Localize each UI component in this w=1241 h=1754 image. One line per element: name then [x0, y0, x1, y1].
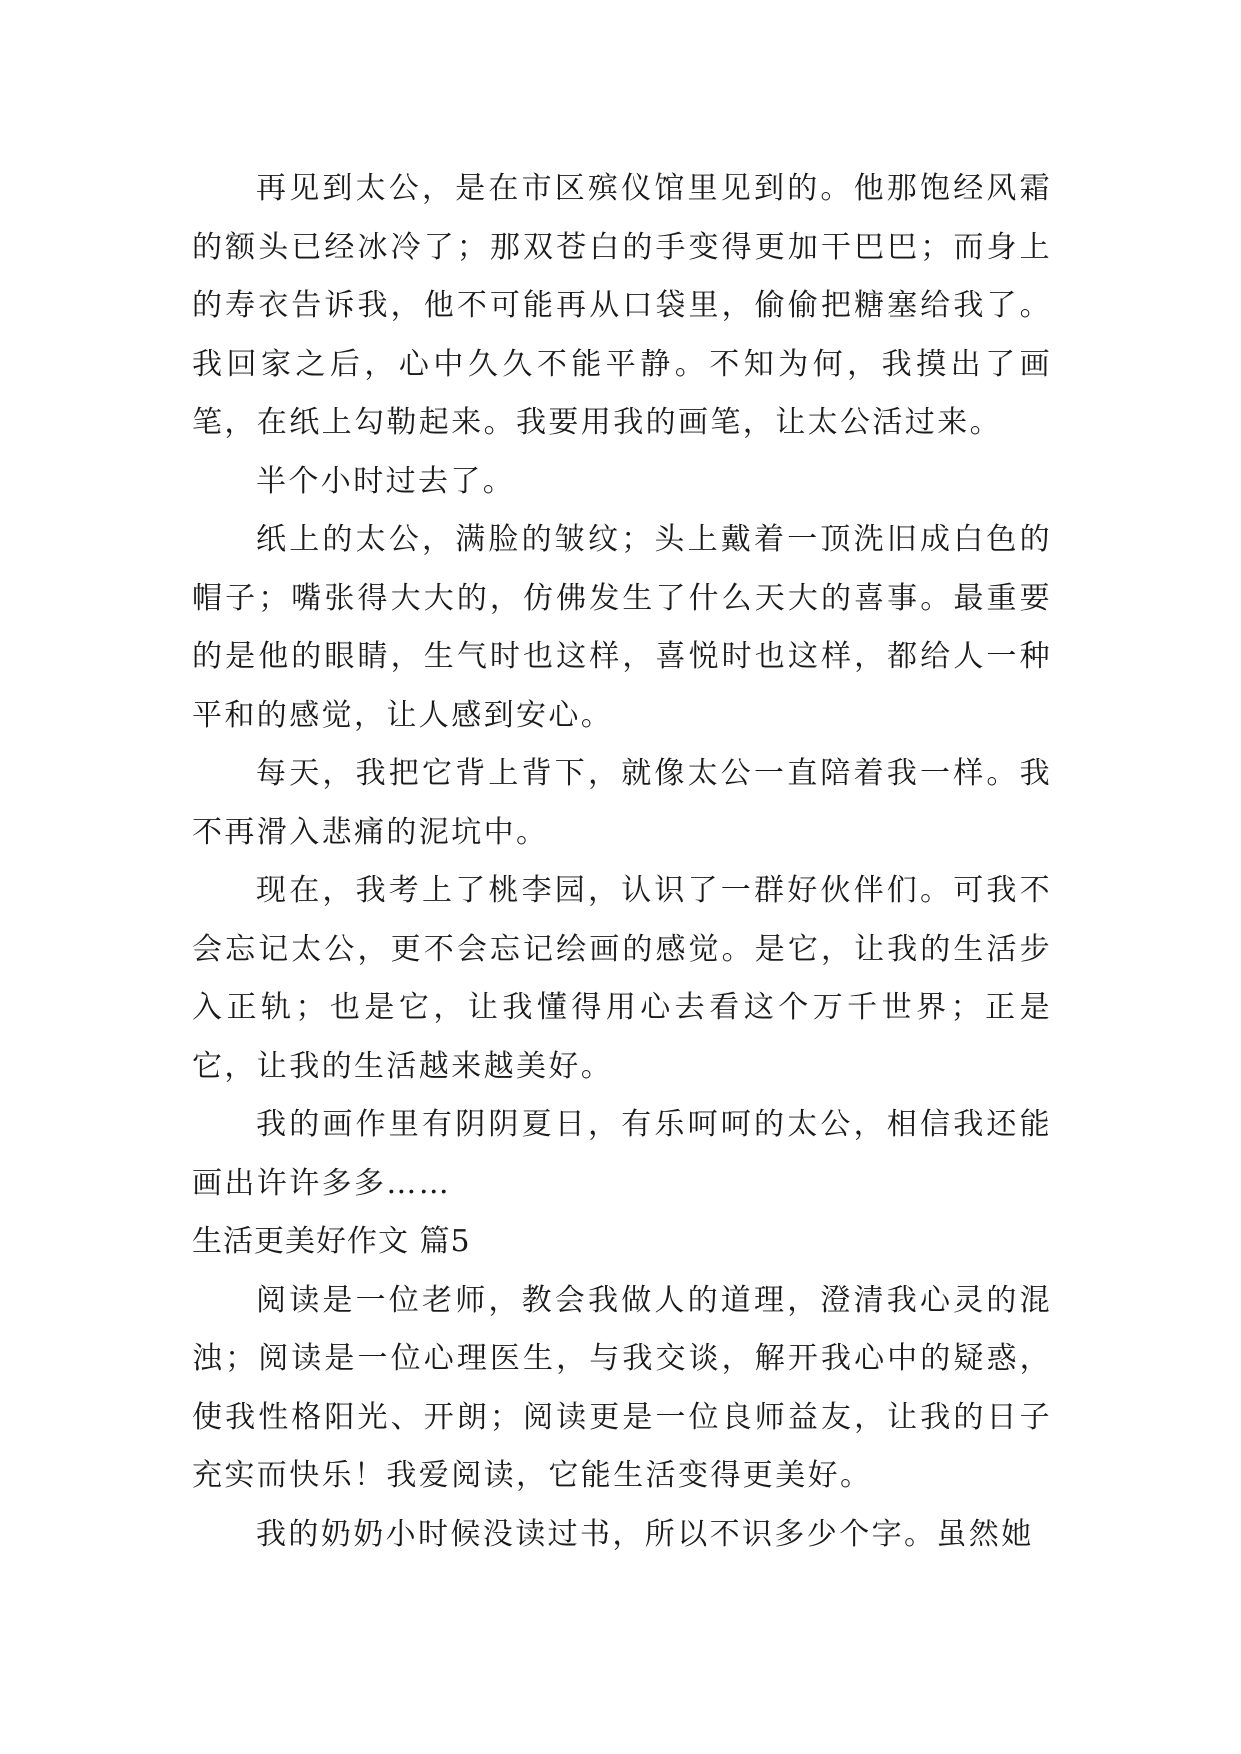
- paragraph-5: 现在，我考上了桃李园，认识了一群好伙伴们。可我不会忘记太公，更不会忘记绘画的感觉。是它，让我的生活步入正轨；也是它，让我懂得用心去看这个万千世界；正是它，让我的生活越来越美好。: [192, 873, 1052, 1084]
- paragraph-4: 每天，我把它背上背下，就像太公一直陪着我一样。我不再滑入悲痛的泥坑中。: [192, 756, 1052, 850]
- paragraph-1: 再见到太公，是在市区殡仪馆里见到的。他那饱经风霜的额头已经冰冷了；那双苍白的手变得更加干巴巴；而身上的寿衣告诉我，他不可能再从口袋里，偷偷把糖塞给我了。我回家之后，心中久久不能平静。不知为何，我摸出了画笔，在纸上勾勒起来。我要用我的画笔，让太公活过来。: [192, 171, 1052, 440]
- section-heading: 生活更美好作文 篇5: [192, 1224, 471, 1259]
- paragraph-7: 阅读是一位老师，教会我做人的道理，澄清我心灵的混浊；阅读是一位心理医生，与我交谈，解开我心中的疑惑，使我性格阳光、开朗；阅读更是一位良师益友，让我的日子充实而快乐！我爱阅读，它能生活变得更美好。: [192, 1282, 1052, 1493]
- paragraph-6: 我的画作里有阴阴夏日，有乐呵呵的太公，相信我还能画出许许多多……: [192, 1107, 1052, 1201]
- paragraph-3: 纸上的太公，满脸的皱纹；头上戴着一顶洗旧成白色的帽子；嘴张得大大的，仿佛发生了什么天大的喜事。最重要的是他的眼睛，生气时也这样，喜悦时也这样，都给人一种平和的感觉，让人感到安心。: [192, 522, 1052, 733]
- paragraph-8: 我的奶奶小时候没读过书，所以不识多少个字。虽然她: [256, 1516, 1034, 1552]
- document-body: [192, 160, 1052, 1564]
- paragraph-2: 半个小时过去了。: [256, 463, 516, 499]
